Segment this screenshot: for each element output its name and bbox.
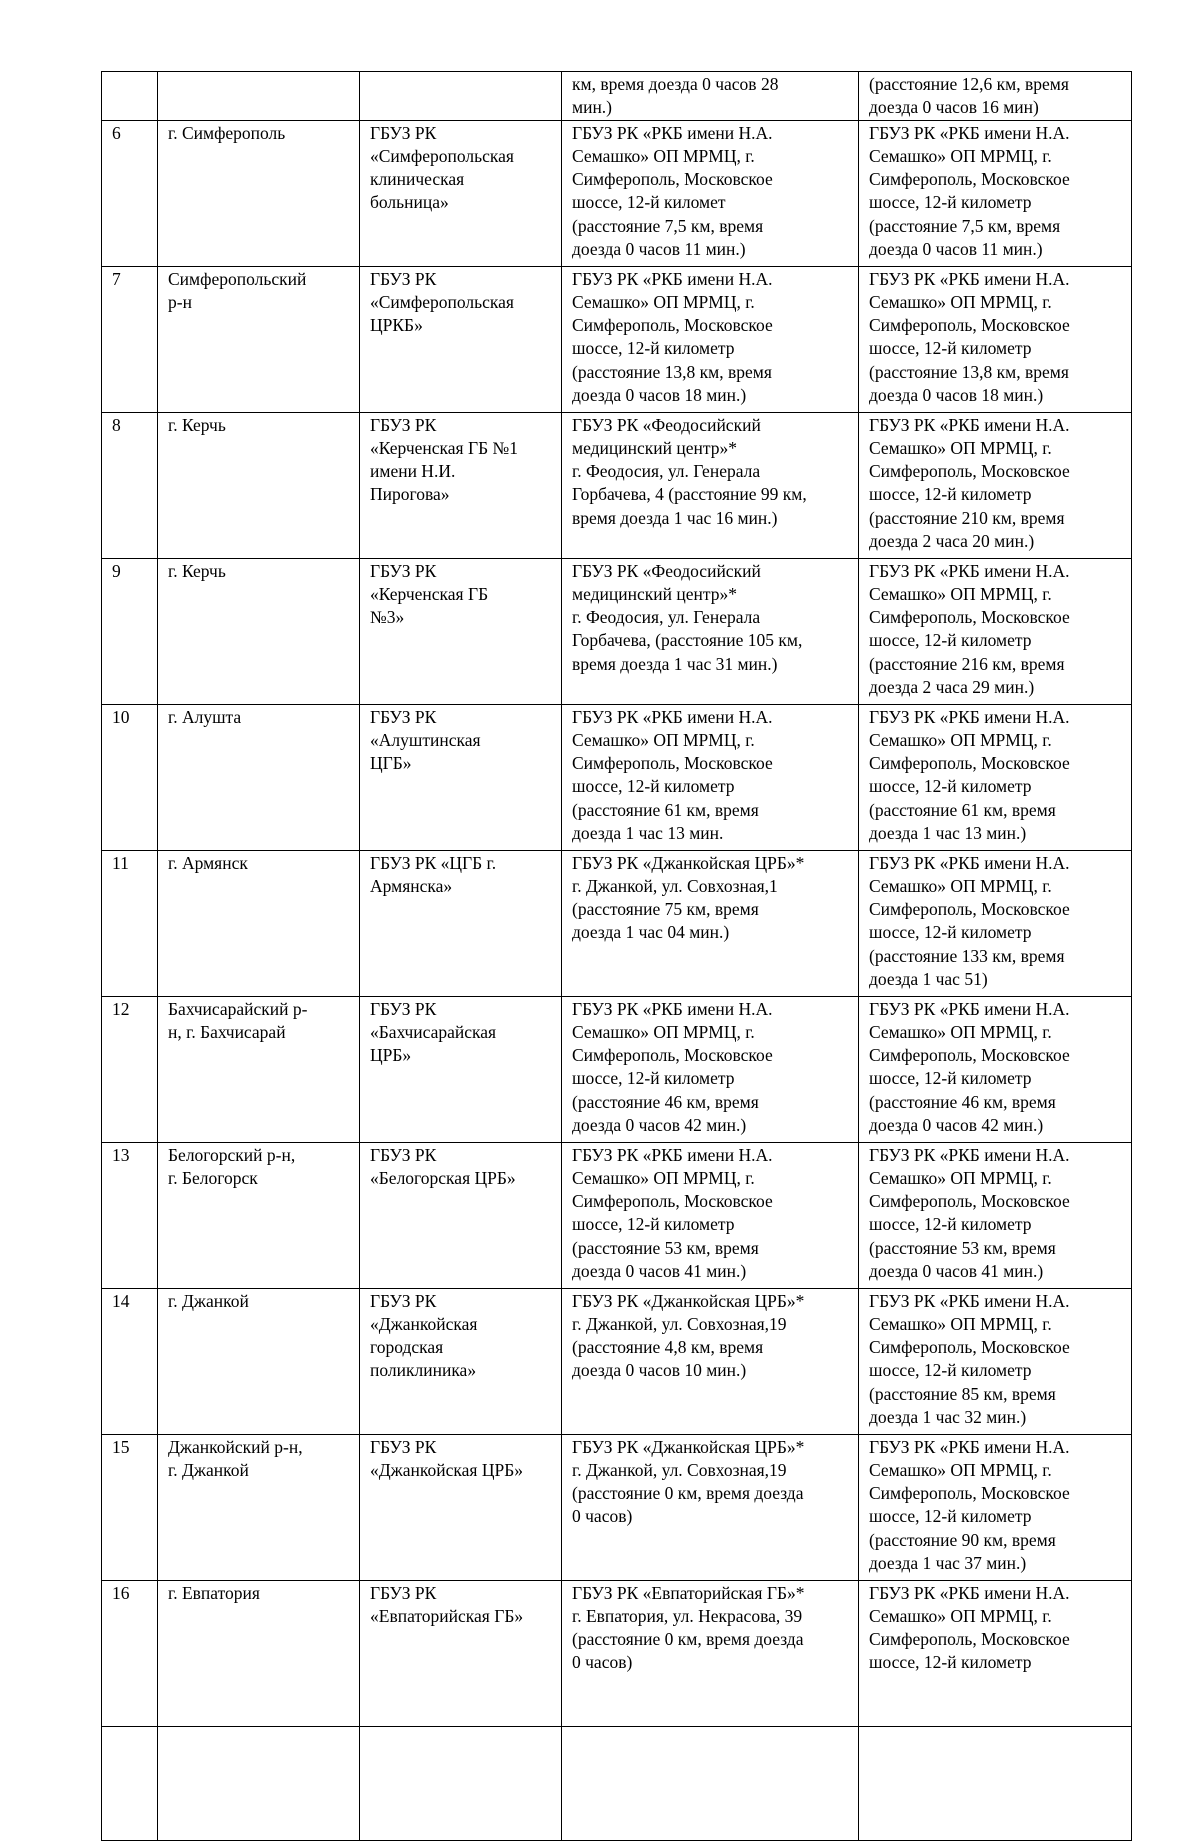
institution: ГБУЗ РК «Алуштинская ЦГБ» <box>360 704 562 850</box>
institution <box>360 72 562 121</box>
second-level-hospital: ГБУЗ РК «РКБ имени Н.А. Семашко» ОП МРМЦ, г. Симферополь, Московское шоссе, 12-й километр (расстояние 53 км, время доезда 0 часов 41 мин.) <box>859 1142 1132 1288</box>
second-level-hospital: ГБУЗ РК «РКБ имени Н.А. Семашко» ОП МРМЦ, г. Симферополь, Московское шоссе, 12-й километр <box>859 1580 1132 1726</box>
institution: ГБУЗ РК «Керченская ГБ №1 имени Н.И. Пирогова» <box>360 412 562 558</box>
institution: ГБУЗ РК «ЦГБ г. Армянска» <box>360 850 562 996</box>
institution: ГБУЗ РК «Белогорская ЦРБ» <box>360 1142 562 1288</box>
first-level-hospital: ГБУЗ РК «РКБ имени Н.А. Семашко» ОП МРМЦ, г. Симферополь, Московское шоссе, 12-й километ (расстояние 7,5 км, время доезда 0 часов 11 мин.) <box>562 120 859 266</box>
row-number <box>102 72 158 121</box>
second-level-hospital: ГБУЗ РК «РКБ имени Н.А. Семашко» ОП МРМЦ, г. Симферополь, Московское шоссе, 12-й километр (расстояние 85 км, время доезда 1 час 32 мин.) <box>859 1288 1132 1434</box>
row-number: 10 <box>102 704 158 850</box>
table-row <box>102 72 1132 121</box>
locality <box>158 1726 360 1840</box>
first-level-hospital: ГБУЗ РК «РКБ имени Н.А. Семашко» ОП МРМЦ, г. Симферополь, Московское шоссе, 12-й километр (расстояние 61 км, время доезда 1 час 13 мин. <box>562 704 859 850</box>
locality: г. Симферополь <box>158 120 360 266</box>
institution: ГБУЗ РК «Симферопольская ЦРКБ» <box>360 266 562 412</box>
first-level-hospital: ГБУЗ РК «Феодосийский медицинский центр»* г. Феодосия, ул. Генерала Горбачева, 4 (расстояние 99 км, время доезда 1 час 16 мин.) <box>562 412 859 558</box>
second-level-hospital: ГБУЗ РК «РКБ имени Н.А. Семашко» ОП МРМЦ, г. Симферополь, Московское шоссе, 12-й километр (расстояние 46 км, время доезда 0 часов 42 мин.) <box>859 996 1132 1142</box>
first-level-hospital: ГБУЗ РК «РКБ имени Н.А. Семашко» ОП МРМЦ, г. Симферополь, Московское шоссе, 12-й километр (расстояние 46 км, время доезда 0 часов 42 мин.) <box>562 996 859 1142</box>
row-number: 7 <box>102 266 158 412</box>
row-number: 15 <box>102 1434 158 1580</box>
locality <box>158 72 360 121</box>
row-number: 13 <box>102 1142 158 1288</box>
second-level-hospital: ГБУЗ РК «РКБ имени Н.А. Семашко» ОП МРМЦ, г. Симферополь, Московское шоссе, 12-й километр (расстояние 210 км, время доезда 2 часа 20 мин.) <box>859 412 1132 558</box>
locality: г. Керчь <box>158 412 360 558</box>
institution: ГБУЗ РК «Джанкойская ЦРБ» <box>360 1434 562 1580</box>
hospital-routing-table <box>101 71 1132 1841</box>
row-number: 14 <box>102 1288 158 1434</box>
locality: г. Керчь <box>158 558 360 704</box>
row-number: 8 <box>102 412 158 558</box>
row-number: 12 <box>102 996 158 1142</box>
locality: г. Джанкой <box>158 1288 360 1434</box>
institution: ГБУЗ РК «Бахчисарайская ЦРБ» <box>360 996 562 1142</box>
first-level-hospital: км, время доезда 0 часов 28 мин.) <box>562 72 859 121</box>
table-row <box>102 1726 1132 1840</box>
row-number: 6 <box>102 120 158 266</box>
institution: ГБУЗ РК «Симферопольская клиническая больница» <box>360 120 562 266</box>
locality: Белогорский р-н, г. Белогорск <box>158 1142 360 1288</box>
second-level-hospital: ГБУЗ РК «РКБ имени Н.А. Семашко» ОП МРМЦ, г. Симферополь, Московское шоссе, 12-й километр (расстояние 7,5 км, время доезда 0 часов 11 мин.) <box>859 120 1132 266</box>
locality: г. Армянск <box>158 850 360 996</box>
table-row <box>102 1142 1132 1288</box>
first-level-hospital: ГБУЗ РК «РКБ имени Н.А. Семашко» ОП МРМЦ, г. Симферополь, Московское шоссе, 12-й километр (расстояние 13,8 км, время доезда 0 часов 18 мин.) <box>562 266 859 412</box>
table-row <box>102 704 1132 850</box>
second-level-hospital: ГБУЗ РК «РКБ имени Н.А. Семашко» ОП МРМЦ, г. Симферополь, Московское шоссе, 12-й километр (расстояние 13,8 км, время доезда 0 часов 18 мин.) <box>859 266 1132 412</box>
table-row <box>102 996 1132 1142</box>
institution: ГБУЗ РК «Джанкойская городская поликлиника» <box>360 1288 562 1434</box>
table-row <box>102 558 1132 704</box>
locality: Бахчисарайский р- н, г. Бахчисарай <box>158 996 360 1142</box>
second-level-hospital <box>859 1726 1132 1840</box>
first-level-hospital: ГБУЗ РК «Феодосийский медицинский центр»* г. Феодосия, ул. Генерала Горбачева, (расстояние 105 км, время доезда 1 час 31 мин.) <box>562 558 859 704</box>
table-row <box>102 1580 1132 1726</box>
table-row <box>102 120 1132 266</box>
second-level-hospital: ГБУЗ РК «РКБ имени Н.А. Семашко» ОП МРМЦ, г. Симферополь, Московское шоссе, 12-й километр (расстояние 61 км, время доезда 1 час 13 мин.) <box>859 704 1132 850</box>
institution <box>360 1726 562 1840</box>
second-level-hospital: ГБУЗ РК «РКБ имени Н.А. Семашко» ОП МРМЦ, г. Симферополь, Московское шоссе, 12-й километр (расстояние 133 км, время доезда 1 час 51) <box>859 850 1132 996</box>
second-level-hospital: ГБУЗ РК «РКБ имени Н.А. Семашко» ОП МРМЦ, г. Симферополь, Московское шоссе, 12-й километр (расстояние 90 км, время доезда 1 час 37 мин.) <box>859 1434 1132 1580</box>
institution: ГБУЗ РК «Керченская ГБ №3» <box>360 558 562 704</box>
locality: Симферопольский р-н <box>158 266 360 412</box>
first-level-hospital <box>562 1726 859 1840</box>
institution: ГБУЗ РК «Евпаторийская ГБ» <box>360 1580 562 1726</box>
row-number: 9 <box>102 558 158 704</box>
row-number: 16 <box>102 1580 158 1726</box>
locality: г. Алушта <box>158 704 360 850</box>
first-level-hospital: ГБУЗ РК «Джанкойская ЦРБ»* г. Джанкой, ул. Совхозная,19 (расстояние 0 км, время доезда 0 часов) <box>562 1434 859 1580</box>
first-level-hospital: ГБУЗ РК «Джанкойская ЦРБ»* г. Джанкой, ул. Совхозная,19 (расстояние 4,8 км, время доезда 0 часов 10 мин.) <box>562 1288 859 1434</box>
table-row <box>102 412 1132 558</box>
row-number <box>102 1726 158 1840</box>
locality: г. Евпатория <box>158 1580 360 1726</box>
table-row <box>102 1434 1132 1580</box>
first-level-hospital: ГБУЗ РК «РКБ имени Н.А. Семашко» ОП МРМЦ, г. Симферополь, Московское шоссе, 12-й километр (расстояние 53 км, время доезда 0 часов 41 мин.) <box>562 1142 859 1288</box>
second-level-hospital: (расстояние 12,6 км, время доезда 0 часов 16 мин) <box>859 72 1132 121</box>
locality: Джанкойский р-н, г. Джанкой <box>158 1434 360 1580</box>
first-level-hospital: ГБУЗ РК «Джанкойская ЦРБ»* г. Джанкой, ул. Совхозная,1 (расстояние 75 км, время доезда 1 час 04 мин.) <box>562 850 859 996</box>
table-row <box>102 1288 1132 1434</box>
second-level-hospital: ГБУЗ РК «РКБ имени Н.А. Семашко» ОП МРМЦ, г. Симферополь, Московское шоссе, 12-й километр (расстояние 216 км, время доезда 2 часа 29 мин.) <box>859 558 1132 704</box>
table-row <box>102 850 1132 996</box>
table-row <box>102 266 1132 412</box>
row-number: 11 <box>102 850 158 996</box>
first-level-hospital: ГБУЗ РК «Евпаторийская ГБ»* г. Евпатория, ул. Некрасова, 39 (расстояние 0 км, время доезда 0 часов) <box>562 1580 859 1726</box>
